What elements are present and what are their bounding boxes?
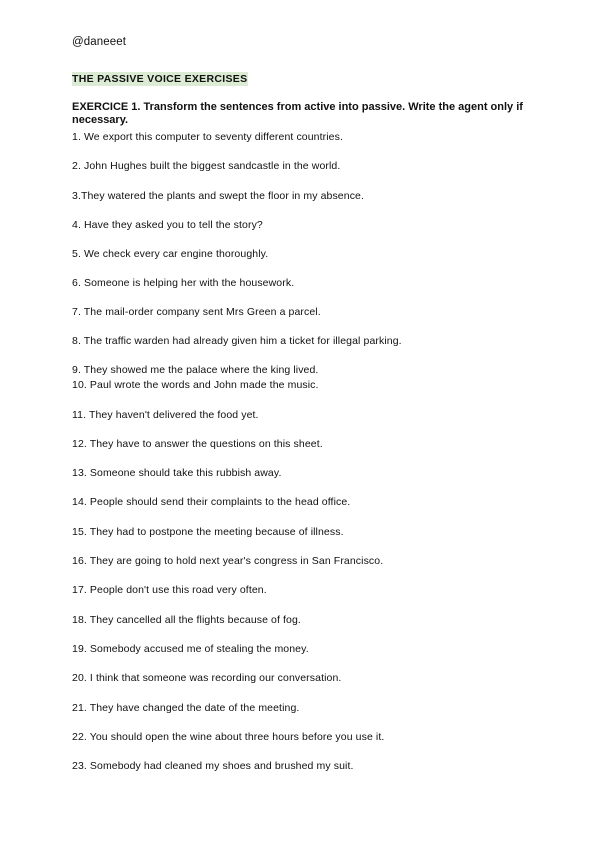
exercise-item-14: 14. People should send their complaints to the head office.	[72, 496, 351, 508]
author-handle: @daneeet	[72, 36, 127, 48]
exercise-item-9: 9. They showed me the palace where the king lived.	[72, 364, 319, 376]
exercise-item-6: 6. Someone is helping her with the housework.	[72, 277, 295, 289]
exercise-item-5: 5. We check every car engine thoroughly.	[72, 248, 269, 260]
exercise-item-17: 17. People don't use this road very often.	[72, 584, 267, 596]
exercise-instruction: EXERCICE 1. Transform the sentences from active into passive. Write the agent only if necessary.	[72, 101, 523, 126]
exercise-item-23: 23. Somebody had cleaned my shoes and brushed my suit.	[72, 760, 354, 772]
exercise-item-20: 20. I think that someone was recording our conversation.	[72, 672, 342, 684]
exercise-item-21: 21. They have changed the date of the meeting.	[72, 702, 300, 714]
exercise-item-12: 12. They have to answer the questions on this sheet.	[72, 438, 323, 450]
exercise-item-18: 18. They cancelled all the flights because of fog.	[72, 614, 301, 626]
exercise-item-2: 2. John Hughes built the biggest sandcastle in the world.	[72, 160, 341, 172]
exercise-item-8: 8. The traffic warden had already given him a ticket for illegal parking.	[72, 335, 402, 347]
exercise-item-22: 22. You should open the wine about three hours before you use it.	[72, 731, 385, 743]
exercise-item-7: 7. The mail-order company sent Mrs Green a parcel.	[72, 306, 321, 318]
exercise-item-4: 4. Have they asked you to tell the story?	[72, 219, 263, 231]
exercise-item-3: 3.They watered the plants and swept the floor in my absence.	[72, 190, 364, 202]
exercise-item-10: 10. Paul wrote the words and John made the music.	[72, 379, 319, 391]
document-title: THE PASSIVE VOICE EXERCISES	[72, 73, 248, 85]
exercise-item-15: 15. They had to postpone the meeting because of illness.	[72, 526, 344, 538]
exercise-item-16: 16. They are going to hold next year's congress in San Francisco.	[72, 555, 384, 567]
exercise-item-1: 1. We export this computer to seventy different countries.	[72, 131, 343, 143]
exercise-item-13: 13. Someone should take this rubbish away.	[72, 467, 282, 479]
exercise-item-19: 19. Somebody accused me of stealing the money.	[72, 643, 309, 655]
exercise-item-11: 11. They haven't delivered the food yet.	[72, 409, 259, 421]
